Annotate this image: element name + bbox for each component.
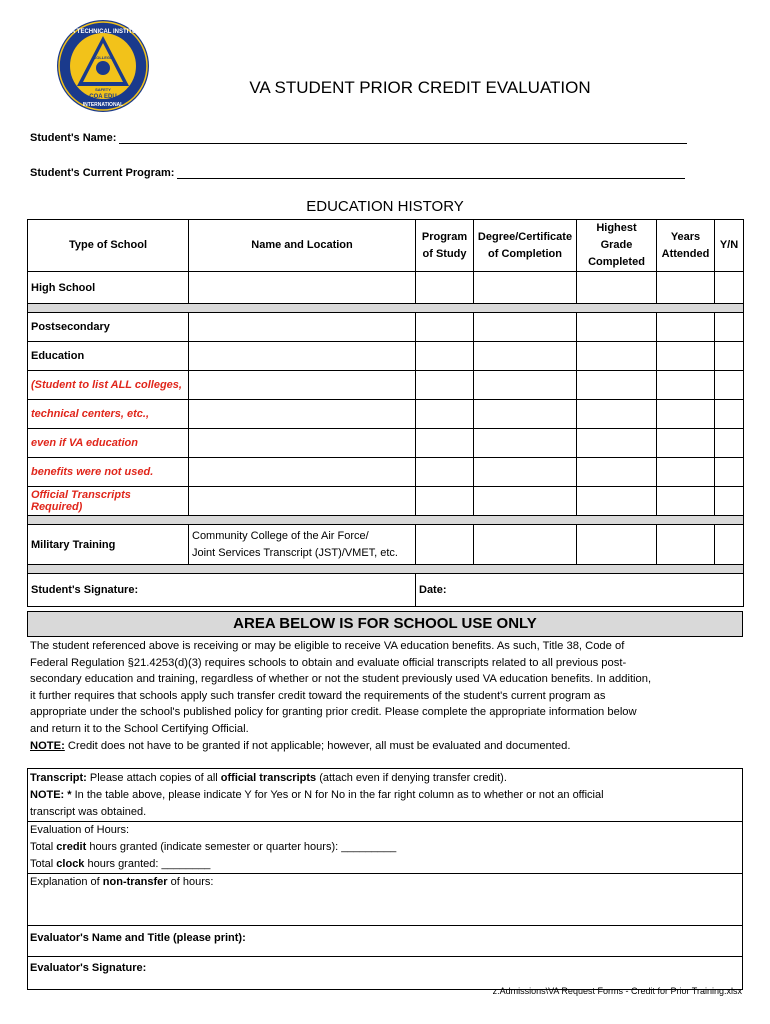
table-spacer [28, 565, 744, 574]
table-cell[interactable] [577, 525, 657, 565]
table-cell[interactable] [577, 371, 657, 400]
military-training-label: Military Training [28, 525, 189, 565]
table-cell[interactable] [657, 525, 715, 565]
transcript-line: Transcript: Please attach copies of all official transcripts (attach even if denying transfer credit). [30, 772, 507, 784]
table-cell[interactable] [416, 429, 474, 458]
school-use-banner: AREA BELOW IS FOR SCHOOL USE ONLY [27, 611, 743, 637]
table-cell[interactable] [474, 272, 577, 304]
table-cell[interactable] [715, 272, 744, 304]
postsecondary-note-3: even if VA education [28, 429, 189, 458]
header-type-of-school: Type of School [28, 220, 189, 272]
table-cell[interactable] [657, 487, 715, 516]
header-name-location: Name and Location [189, 220, 416, 272]
table-row [28, 458, 744, 487]
table-row [28, 371, 744, 400]
header-degree: Degree/Certificate of Completion [474, 220, 577, 272]
student-program-field[interactable] [30, 166, 685, 179]
header-yn: Y/N [715, 220, 744, 272]
table-cell[interactable] [715, 487, 744, 516]
footer-file-path: z:Admissions\VA Request Forms - Credit for Prior Training.xlsx [492, 986, 742, 996]
table-cell[interactable] [715, 371, 744, 400]
table-cell[interactable] [474, 429, 577, 458]
table-cell[interactable] [657, 400, 715, 429]
non-transfer-explanation-field[interactable]: Explanation of non-transfer of hours: [30, 876, 214, 888]
paragraph-line: it further requires that schools apply such transfer credit toward the requirements of the student's current program as [30, 689, 606, 702]
table-cell[interactable] [715, 458, 744, 487]
page-title: VA STUDENT PRIOR CREDIT EVALUATION [249, 78, 591, 97]
paragraph-line: appropriate under the school's published policy for granting prior credit. Please complete the appropriate information below [30, 706, 637, 719]
table-cell[interactable] [715, 342, 744, 371]
school-use-box [27, 768, 743, 990]
logo-inner-top: COLLEGE [93, 55, 113, 60]
table-cell[interactable] [657, 342, 715, 371]
table-cell[interactable] [474, 525, 577, 565]
table-cell[interactable] [715, 525, 744, 565]
paragraph-line: The student referenced above is receiving or may be eligible to receive VA education benefits. As such, Title 38, Code of [30, 640, 625, 652]
table-row-high-school [28, 272, 744, 304]
table-spacer [28, 516, 744, 525]
note-text: Credit does not have to be granted if not applicable; however, all must be evaluated and documented. [64, 739, 571, 752]
clock-hours-field[interactable]: Total clock hours granted: ________ [30, 858, 211, 870]
note-star-line: NOTE: * In the table above, please indicate Y for Yes or N for No in the far right column as to whether or not an official [30, 789, 604, 801]
table-cell[interactable] [657, 371, 715, 400]
postsecondary-note-4: benefits were not used. [28, 458, 189, 487]
table-cell[interactable] [577, 342, 657, 371]
note-star-continuation: transcript was obtained. [30, 806, 147, 818]
student-name-line[interactable] [119, 131, 687, 144]
table-cell[interactable] [577, 487, 657, 516]
header-years: Years Attended [657, 220, 715, 272]
divider [28, 956, 742, 957]
table-cell[interactable] [715, 313, 744, 342]
table-cell[interactable] [577, 429, 657, 458]
table-spacer [28, 304, 744, 313]
table-cell[interactable] [577, 272, 657, 304]
institute-logo [55, 18, 151, 114]
paragraph-line: and return it to the School Certifying Official. [30, 722, 249, 735]
postsecondary-note-5: Official Transcripts Required) [28, 487, 189, 516]
logo-ring-bottom: INTERNATIONAL [82, 102, 124, 108]
table-row [28, 313, 744, 342]
table-cell[interactable] [657, 458, 715, 487]
table-cell[interactable] [189, 400, 416, 429]
postsecondary-label: Postsecondary [28, 313, 189, 342]
student-name-label: Student's Name: [30, 132, 117, 144]
education-history-title: EDUCATION HISTORY [306, 198, 464, 215]
table-cell[interactable] [416, 458, 474, 487]
evaluation-hours-label: Evaluation of Hours: [30, 824, 130, 836]
table-cell[interactable] [416, 272, 474, 304]
table-cell[interactable] [474, 487, 577, 516]
table-cell[interactable] [474, 313, 577, 342]
table-cell[interactable] [715, 400, 744, 429]
table-cell[interactable] [189, 371, 416, 400]
postsecondary-note-1: (Student to list ALL colleges, [28, 371, 189, 400]
table-row [28, 487, 744, 516]
paragraph-line: Federal Regulation §21.4253(d)(3) requires schools to obtain and evaluate official transcripts related to all previous post- [30, 656, 627, 669]
education-table [27, 219, 744, 607]
table-cell[interactable] [189, 429, 416, 458]
table-cell[interactable] [189, 272, 416, 304]
table-cell[interactable] [577, 400, 657, 429]
student-program-line[interactable] [177, 166, 685, 179]
table-header-row [28, 220, 744, 272]
military-note: Community College of the Air Force/ Joint Services Transcript (JST)/VMET, etc. [189, 525, 416, 565]
student-signature-field[interactable]: Student's Signature: [28, 574, 416, 607]
postsecondary-note-2: technical centers, etc., [28, 400, 189, 429]
student-program-label: Student's Current Program: [30, 167, 175, 179]
header-grade: Highest Grade Completed [577, 220, 657, 272]
evaluator-signature-field[interactable]: Evaluator's Signature: [30, 962, 147, 974]
table-cell[interactable] [416, 525, 474, 565]
note-label: NOTE: [30, 739, 65, 752]
table-cell[interactable] [189, 313, 416, 342]
table-row-military [28, 525, 744, 565]
date-field[interactable]: Date: [416, 574, 744, 607]
table-cell[interactable] [577, 458, 657, 487]
table-cell[interactable] [189, 342, 416, 371]
divider [28, 925, 742, 926]
table-row [28, 429, 744, 458]
table-cell[interactable] [474, 400, 577, 429]
logo-inner-middle: SAFETY [95, 87, 111, 92]
table-cell[interactable] [474, 458, 577, 487]
school-use-paragraph [30, 638, 742, 754]
table-cell[interactable] [657, 313, 715, 342]
table-row-signature [28, 574, 744, 607]
table-cell[interactable] [715, 429, 744, 458]
table-cell[interactable] [474, 342, 577, 371]
table-cell[interactable] [189, 487, 416, 516]
table-cell[interactable] [416, 371, 474, 400]
credit-hours-field[interactable]: Total credit hours granted (indicate semester or quarter hours): _________ [30, 841, 397, 853]
table-cell[interactable] [416, 342, 474, 371]
student-name-field[interactable] [30, 131, 687, 144]
table-cell[interactable] [416, 400, 474, 429]
table-row [28, 400, 744, 429]
table-cell[interactable] [657, 429, 715, 458]
table-cell[interactable] [657, 272, 715, 304]
logo-inner-bottom: COA EDU [89, 94, 117, 100]
evaluator-name-field[interactable]: Evaluator's Name and Title (please print): [30, 932, 246, 944]
education-label: Education [28, 342, 189, 371]
table-cell[interactable] [416, 313, 474, 342]
table-cell[interactable] [189, 458, 416, 487]
paragraph-line: secondary education and training, regardless of whether or not the student previously used VA education benefits. In addition, [30, 673, 652, 686]
table-cell[interactable] [416, 487, 474, 516]
logo-ring-top: COA TECHNICAL INSTITUTE [62, 29, 144, 35]
high-school-label: High School [28, 272, 189, 304]
table-cell[interactable] [577, 313, 657, 342]
header-program: Program of Study [416, 220, 474, 272]
table-cell[interactable] [474, 371, 577, 400]
table-row [28, 342, 744, 371]
note-line [30, 738, 742, 755]
